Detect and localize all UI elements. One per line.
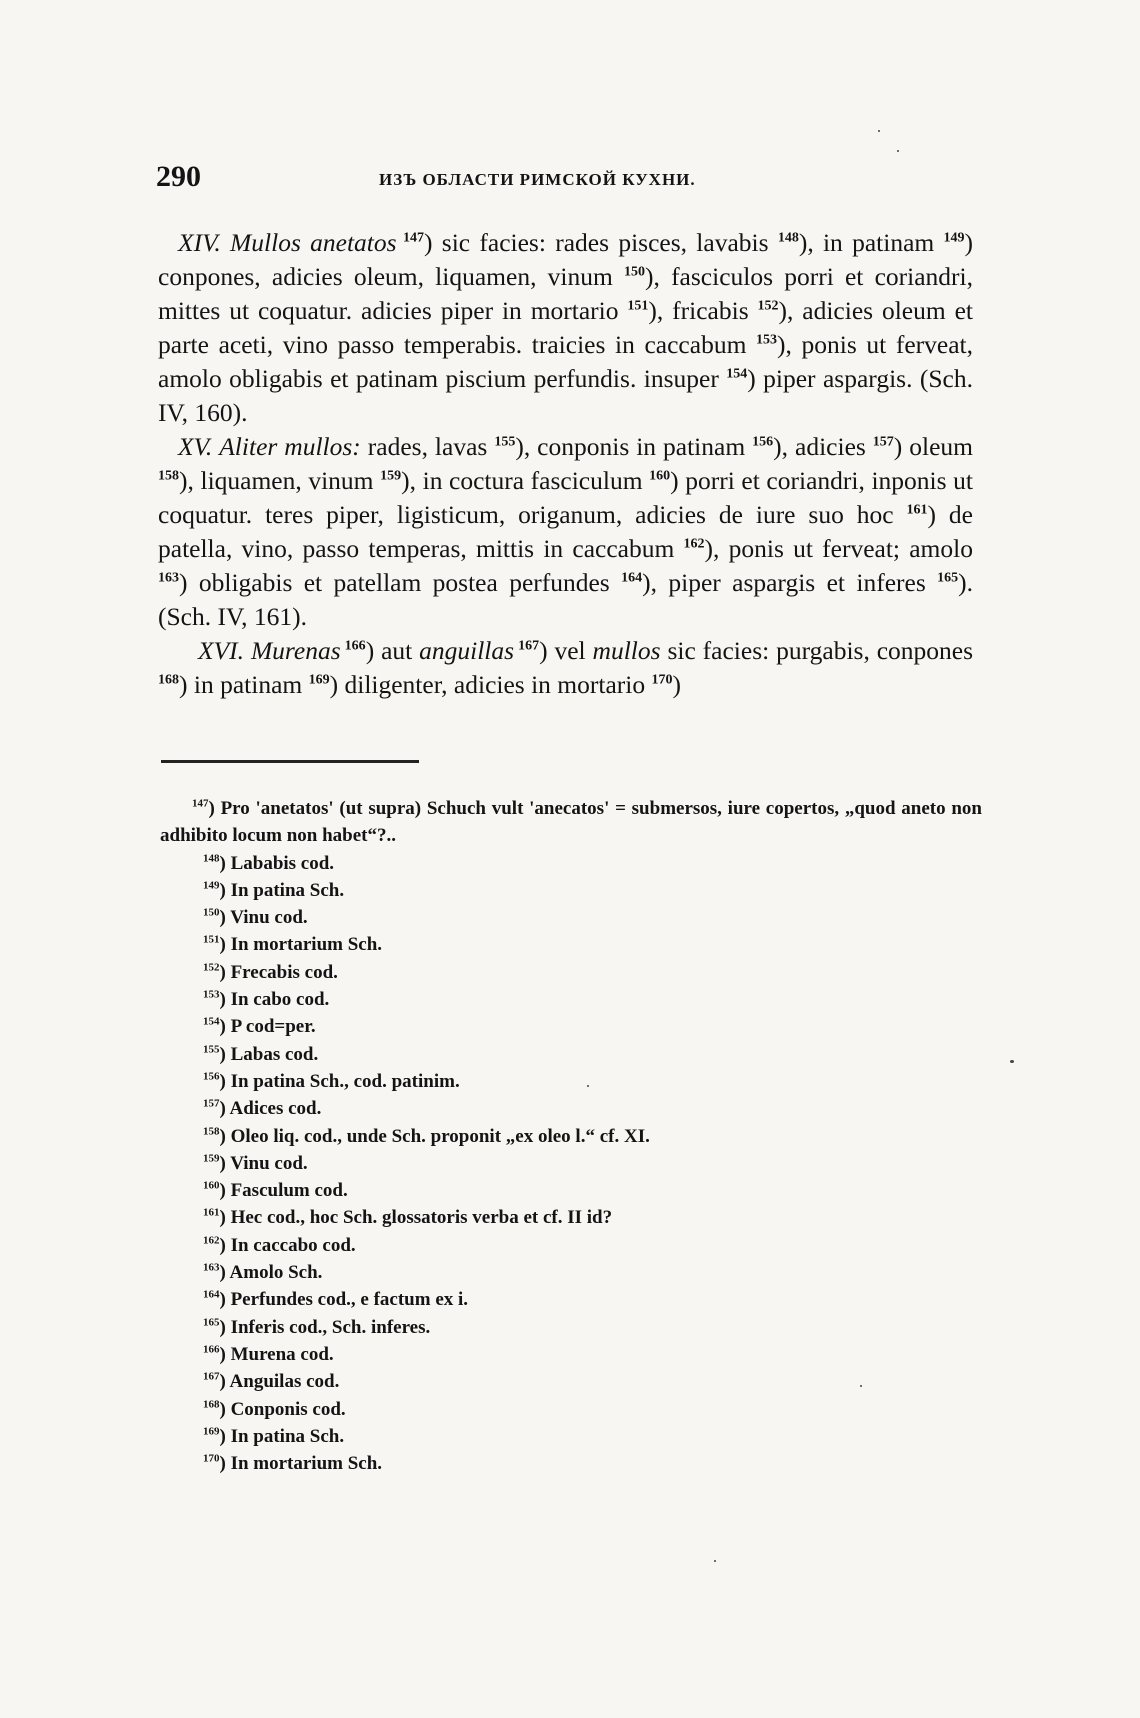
footnote-item: $^{149}$) In patina Sch. bbox=[203, 879, 345, 901]
footnote-text: Oleo liq. cod., unde Sch. proponit „ex oleo l.“ cf. XI. bbox=[230, 1125, 650, 1147]
footnote-text: Frecabis cod. bbox=[230, 961, 338, 983]
footnote-number: 165 bbox=[203, 1316, 220, 1329]
italic-word: anguillas bbox=[419, 636, 515, 665]
text-run: , fasciculos porri et coriandri, mittes ut coquatur. adicies piper in mortario bbox=[158, 262, 973, 325]
footnote-number: 158 bbox=[203, 1125, 220, 1138]
footnote-number: 170 bbox=[203, 1452, 220, 1465]
footnote-item: $^{150}$) Vinu cod. bbox=[203, 906, 308, 929]
footnote-text: In mortarium Sch. bbox=[230, 1453, 383, 1475]
footnote-number: 161 bbox=[203, 1207, 220, 1220]
footnote-item: $^{156}$) In patina Sch., cod. patinim. bbox=[203, 1070, 460, 1092]
text-run: , adicies oleum et parte aceti, vino passo temperabis. traicies in caccabum bbox=[158, 296, 973, 359]
section-text: $^{166}$) aut anguillas $^{167}$) vel mullos sic facies: purgabis, conpones $^{168}$) in patinam $^{169}$) diligenter, adicies in mortario $^{170}$) bbox=[158, 636, 974, 699]
footnote-text: Labas cod. bbox=[230, 1043, 319, 1065]
text-run: , piper aspargis et inferes bbox=[650, 568, 938, 597]
footnote-ref[interactable]: 159 bbox=[380, 468, 402, 484]
section-title: Mullos anetatos bbox=[230, 228, 397, 257]
footnote-number: 159 bbox=[203, 1152, 220, 1165]
footnote-ref[interactable]: 152 bbox=[757, 298, 779, 314]
section-number: XIV. bbox=[178, 228, 221, 257]
footnote-text: In cabo cod. bbox=[230, 989, 330, 1011]
footnote-text: In patina Sch., cod. patinim. bbox=[230, 1070, 460, 1092]
footnote-number: 166 bbox=[203, 1343, 220, 1356]
footnote-text: Murena cod. bbox=[230, 1343, 334, 1365]
recipe-section-xiv bbox=[158, 226, 973, 430]
footnote-item: $^{162}$) In caccabo cod. bbox=[203, 1234, 356, 1256]
footnote-text: Vinu cod. bbox=[230, 1152, 308, 1174]
text-run: aut bbox=[374, 636, 420, 665]
text-run: , ponis ut ferveat; amolo bbox=[713, 534, 973, 563]
footnote-ref[interactable]: 166 bbox=[340, 638, 366, 654]
footnote-ref[interactable]: 160 bbox=[649, 468, 671, 484]
text-run: , conponis in patinam bbox=[523, 432, 753, 461]
text-run: , ponis ut ferveat, amolo obligabis et patinam piscium perfundis. insuper bbox=[158, 330, 973, 393]
footnote-item: $^{161}$) Hec cod., hoc Sch. glossatoris verba et cf. II id? bbox=[203, 1207, 613, 1229]
text-run: in patinam bbox=[187, 670, 309, 699]
footnote-ref[interactable]: 170 bbox=[651, 672, 673, 688]
footnote-ref[interactable]: 164 bbox=[621, 570, 643, 586]
running-title: ИЗЪ ОБЛАСТИ РИМСКОЙ КУХНИ. bbox=[379, 170, 696, 189]
footnote-ref[interactable]: 153 bbox=[756, 332, 778, 348]
footnote-ref[interactable]: 148 bbox=[777, 230, 799, 246]
footnote-number: 150 bbox=[203, 906, 220, 919]
section-text: $^{155}$), conponis in patinam $^{156}$), adicies $^{157}$) oleum $^{158}$), liquamen, vinum $^{159}$), in coctura fasciculum $^{160}$) porri et coriandri, inponis ut coquatur. teres piper, ligisticum, origanum, adicies de iure suo hoc $^{161}$) de patella, vino, passo temperas, mittis in caccabum $^{162}$), ponis ut ferveat; amolo $^{163}$) obligabis et patellam postea perfundes $^{164}$), piper aspargis et inferes $^{165}$). (Sch. IV, 161). bbox=[158, 432, 974, 631]
text-run: , fricabis bbox=[656, 296, 758, 325]
italic-word: mullos bbox=[592, 636, 661, 665]
footnote-number: 167 bbox=[203, 1370, 220, 1383]
recipe-section-xv bbox=[158, 430, 973, 634]
footnote-item: $^{148}$) Lababis cod. bbox=[203, 852, 335, 874]
text-run: , liquamen, vinum bbox=[187, 466, 381, 495]
footnote-text: In caccabo cod. bbox=[230, 1234, 356, 1256]
footnote-item: $^{158}$) Oleo liq. cod., unde Sch. proponit „ex oleo l.“ cf. XI. bbox=[203, 1125, 650, 1147]
footnote-number: 154 bbox=[203, 1016, 220, 1029]
footnote-text: In patina Sch. bbox=[230, 1425, 345, 1447]
footnote-text: Anguilas cod. bbox=[229, 1371, 340, 1393]
section-title: Murenas bbox=[250, 636, 341, 665]
text-run: diligenter, adicies in mortario bbox=[338, 670, 652, 699]
footnote-item: $^{154}$) P cod=per. bbox=[203, 1016, 316, 1038]
footnote-text: P cod=per. bbox=[230, 1016, 316, 1038]
footnote-number: 157 bbox=[203, 1097, 220, 1110]
footnote-ref[interactable]: 155 bbox=[494, 434, 516, 450]
text-run: , in patinam bbox=[807, 228, 944, 257]
footnote-item: $^{167}$) Anguilas cod. bbox=[203, 1370, 340, 1393]
text-run: vel bbox=[547, 636, 593, 665]
footnote-item: $^{165}$) Inferis cod., Sch. inferes. bbox=[203, 1316, 431, 1338]
page-number: 290 bbox=[156, 160, 201, 193]
footnote-number: 162 bbox=[203, 1234, 220, 1247]
footnote-ref[interactable]: 150 bbox=[624, 264, 645, 280]
footnote-text: Amolo Sch. bbox=[229, 1262, 323, 1284]
footnote-text: Vinu cod. bbox=[230, 907, 308, 929]
text-run: oleum bbox=[902, 432, 974, 461]
text-run: , adicies bbox=[781, 432, 873, 461]
footnote-item: $^{159}$) Vinu cod. bbox=[203, 1152, 308, 1174]
footnote-ref[interactable]: 158 bbox=[158, 468, 179, 484]
footnote-item: $^{151}$) In mortarium Sch. bbox=[203, 934, 383, 956]
footnote-ref[interactable]: 156 bbox=[752, 434, 774, 450]
footnote-ref[interactable]: 154 bbox=[726, 366, 748, 382]
footnote-ref[interactable]: 157 bbox=[872, 434, 894, 450]
footnote-number: 151 bbox=[203, 934, 220, 947]
footnote-ref[interactable]: 161 bbox=[906, 502, 928, 518]
footnote-number: 156 bbox=[203, 1070, 220, 1083]
footnote-item: $^{168}$) Conponis cod. bbox=[203, 1398, 346, 1420]
section-title: Aliter mullos: bbox=[219, 432, 361, 461]
text-run: piper aspargis. (Sch. IV, 160). bbox=[158, 364, 973, 427]
main-text bbox=[158, 226, 973, 702]
footnote-item: $^{153}$) In cabo cod. bbox=[203, 988, 330, 1011]
footnote-ref[interactable]: 167 bbox=[514, 638, 540, 654]
text-run: conpones, adicies oleum, liquamen, vinum bbox=[158, 262, 624, 291]
footnote-number: 149 bbox=[203, 879, 220, 892]
footnote-ref[interactable]: 162 bbox=[683, 536, 705, 552]
footnote-item: $^{163}$) Amolo Sch. bbox=[203, 1261, 323, 1284]
footnote-number: 152 bbox=[203, 961, 220, 974]
footnote-item: $^{166}$) Murena cod. bbox=[203, 1343, 334, 1365]
text-run: obligabis et patellam postea perfundes bbox=[187, 568, 622, 597]
recipe-section-xvi bbox=[158, 634, 973, 702]
footnote-ref[interactable]: 169 bbox=[308, 672, 330, 688]
text-run: porri et coriandri, inponis ut coquatur. teres piper, ligisticum, origanum, adicies de iure suo hoc bbox=[158, 466, 973, 529]
section-number: XV. bbox=[178, 432, 213, 461]
footnote-item: $^{152}$) Frecabis cod. bbox=[203, 961, 338, 983]
footnote-item: $^{157}$) Adices cod. bbox=[203, 1097, 322, 1120]
footnote-text: In mortarium Sch. bbox=[230, 934, 383, 956]
text-run: . (Sch. IV, 161). bbox=[158, 568, 973, 631]
footnote-item: $^{169}$) In patina Sch. bbox=[203, 1425, 345, 1447]
footnote-text: Adices cod. bbox=[229, 1098, 322, 1120]
footnote-number: 155 bbox=[203, 1043, 220, 1056]
footnote-number: 168 bbox=[203, 1398, 220, 1411]
footnote-number: 160 bbox=[203, 1179, 220, 1192]
footnote-ref[interactable]: 163 bbox=[158, 570, 179, 586]
footnote-number: 164 bbox=[203, 1289, 220, 1302]
section-intro: rades, lavas bbox=[360, 432, 495, 461]
text-run: sic facies: purgabis, conpones bbox=[660, 636, 974, 665]
footnote-item: $^{155}$) Labas cod. bbox=[203, 1043, 319, 1065]
footnote-ref[interactable]: 165 bbox=[937, 570, 959, 586]
page-header bbox=[156, 160, 976, 200]
footnotes bbox=[160, 795, 982, 1477]
text-run: , in coctura fasciculum bbox=[409, 466, 650, 495]
footnote-text: Hec cod., hoc Sch. glossatoris verba et cf. II id? bbox=[230, 1207, 613, 1229]
text-run: de patella, vino, passo temperas, mittis in caccabum bbox=[158, 500, 974, 563]
footnote-number: 153 bbox=[203, 988, 220, 1001]
footnote-text: Conponis cod. bbox=[230, 1398, 346, 1420]
footnote-text: Fasculum cod. bbox=[230, 1180, 348, 1202]
footnote-ref[interactable]: 151 bbox=[627, 298, 649, 314]
footnote-text: Lababis cod. bbox=[230, 852, 335, 874]
footnote-number: 169 bbox=[203, 1425, 220, 1438]
section-text: $^{147}$) sic facies: rades pisces, lavabis $^{148}$), in patinam $^{149}$) conpones, adicies oleum, liquamen, vinum $^{150}$), fasciculos porri et coriandri, mittes ut coquatur. adicies piper in mortario $^{151}$), fricabis $^{152}$), adicies oleum et parte aceti, vino passo temperabis. traicies in caccabum $^{153}$), ponis ut ferveat, amolo obligabis et patinam piscium perfundis. insuper $^{154}$) piper aspargis. (Sch. IV, 160). bbox=[158, 228, 974, 427]
footnote-item: $^{170}$) In mortarium Sch. bbox=[203, 1452, 383, 1475]
footnote-number: 163 bbox=[203, 1261, 220, 1274]
footnote-text: Inferis cod., Sch. inferes. bbox=[230, 1316, 431, 1338]
footnote-item: $^{164}$) Perfundes cod., e factum ex i. bbox=[203, 1289, 469, 1311]
text-run: sic facies: rades pisces, lavabis bbox=[432, 228, 778, 257]
footnote-text: Perfundes cod., e factum ex i. bbox=[230, 1289, 469, 1311]
footnote-ref[interactable]: 149 bbox=[943, 230, 965, 246]
section-number: XVI. bbox=[198, 636, 245, 665]
footnote-ref[interactable]: 147 bbox=[396, 230, 424, 246]
footnote-number: 147 bbox=[192, 797, 209, 810]
footnote-text: Pro 'anetatos' (ut supra) Schuch vult 'anecatos' = submersos, iure copertos, „quod aneto non adhibito locum non habet“?.. bbox=[160, 798, 982, 847]
footnote-number: 148 bbox=[203, 852, 220, 865]
footnote-ref[interactable]: 168 bbox=[158, 672, 179, 688]
footnote-item: $^{147}$) Pro 'anetatos' (ut supra) Schuch vult 'anecatos' = submersos, iure copertos, „quod aneto non adhibito locum non habet“?.. bbox=[160, 797, 982, 847]
footnote-item: $^{160}$) Fasculum cod. bbox=[203, 1179, 348, 1202]
footnote-text: In patina Sch. bbox=[230, 879, 345, 901]
footnote-separator bbox=[161, 760, 419, 763]
